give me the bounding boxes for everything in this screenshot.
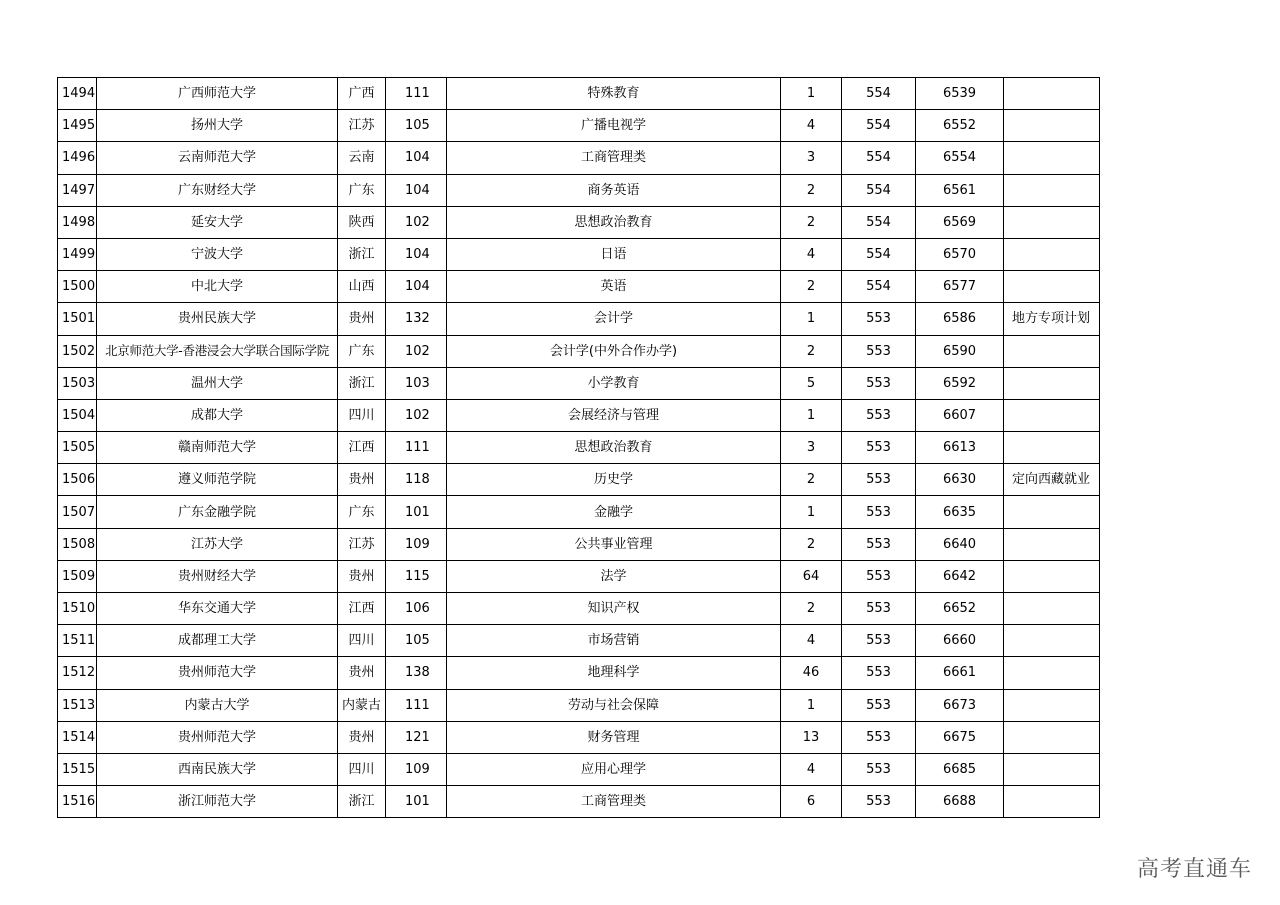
- note-cell: [1004, 142, 1100, 174]
- major-cell: 特殊教育: [447, 78, 781, 110]
- major-code-cell: 111: [386, 78, 447, 110]
- major-cell: 小学教育: [447, 367, 781, 399]
- note-cell: [1004, 625, 1100, 657]
- enroll-count-cell: 1: [781, 496, 842, 528]
- school-cell: 贵州师范大学: [97, 657, 338, 689]
- table-row: [58, 721, 1100, 753]
- min-rank-cell: 6685: [916, 753, 1004, 785]
- min-score-cell: 554: [842, 174, 916, 206]
- province-cell: 广东: [338, 496, 386, 528]
- school-cell: 内蒙古大学: [97, 689, 338, 721]
- enroll-count-cell: 64: [781, 560, 842, 592]
- note-cell: [1004, 335, 1100, 367]
- min-score-cell: 554: [842, 206, 916, 238]
- major-code-cell: 138: [386, 657, 447, 689]
- note-cell: [1004, 496, 1100, 528]
- min-rank-cell: 6607: [916, 399, 1004, 431]
- major-code-cell: 109: [386, 528, 447, 560]
- row-index-cell: 1494: [58, 78, 97, 110]
- note-cell: [1004, 174, 1100, 206]
- province-cell: 江苏: [338, 528, 386, 560]
- school-cell: 贵州师范大学: [97, 721, 338, 753]
- note-cell: [1004, 721, 1100, 753]
- school-cell: 赣南师范大学: [97, 432, 338, 464]
- school-cell: 浙江师范大学: [97, 786, 338, 818]
- enroll-count-cell: 46: [781, 657, 842, 689]
- row-index-cell: 1506: [58, 464, 97, 496]
- min-rank-cell: 6552: [916, 110, 1004, 142]
- table-row: [58, 496, 1100, 528]
- table-row: [58, 399, 1100, 431]
- min-score-cell: 553: [842, 432, 916, 464]
- major-cell: 广播电视学: [447, 110, 781, 142]
- row-index-cell: 1504: [58, 399, 97, 431]
- province-cell: 贵州: [338, 721, 386, 753]
- row-index-cell: 1505: [58, 432, 97, 464]
- row-index-cell: 1513: [58, 689, 97, 721]
- note-cell: [1004, 110, 1100, 142]
- min-rank-cell: 6561: [916, 174, 1004, 206]
- row-index-cell: 1509: [58, 560, 97, 592]
- table-row: [58, 689, 1100, 721]
- row-index-cell: 1498: [58, 206, 97, 238]
- note-cell: [1004, 271, 1100, 303]
- min-score-cell: 553: [842, 721, 916, 753]
- major-cell: 英语: [447, 271, 781, 303]
- min-score-cell: 553: [842, 399, 916, 431]
- table-row: [58, 786, 1100, 818]
- min-score-cell: 554: [842, 238, 916, 270]
- major-cell: 会计学(中外合作办学): [447, 335, 781, 367]
- major-code-cell: 104: [386, 271, 447, 303]
- admission-table: [57, 77, 1100, 818]
- min-rank-cell: 6586: [916, 303, 1004, 335]
- province-cell: 江西: [338, 593, 386, 625]
- major-cell: 公共事业管理: [447, 528, 781, 560]
- min-rank-cell: 6569: [916, 206, 1004, 238]
- school-cell: 贵州财经大学: [97, 560, 338, 592]
- major-code-cell: 106: [386, 593, 447, 625]
- min-rank-cell: 6592: [916, 367, 1004, 399]
- school-cell: 成都理工大学: [97, 625, 338, 657]
- row-index-cell: 1508: [58, 528, 97, 560]
- min-rank-cell: 6630: [916, 464, 1004, 496]
- row-index-cell: 1515: [58, 753, 97, 785]
- note-cell: [1004, 238, 1100, 270]
- major-code-cell: 105: [386, 625, 447, 657]
- min-rank-cell: 6640: [916, 528, 1004, 560]
- table-row: [58, 206, 1100, 238]
- school-cell: 延安大学: [97, 206, 338, 238]
- row-index-cell: 1512: [58, 657, 97, 689]
- min-rank-cell: 6590: [916, 335, 1004, 367]
- school-cell: 广西师范大学: [97, 78, 338, 110]
- province-cell: 贵州: [338, 464, 386, 496]
- note-cell: 定向西藏就业: [1004, 464, 1100, 496]
- row-index-cell: 1503: [58, 367, 97, 399]
- province-cell: 江苏: [338, 110, 386, 142]
- note-cell: [1004, 399, 1100, 431]
- school-cell: 成都大学: [97, 399, 338, 431]
- table-row: [58, 142, 1100, 174]
- major-cell: 会展经济与管理: [447, 399, 781, 431]
- min-score-cell: 553: [842, 560, 916, 592]
- major-cell: 历史学: [447, 464, 781, 496]
- school-cell: 云南师范大学: [97, 142, 338, 174]
- school-cell: 广东金融学院: [97, 496, 338, 528]
- note-cell: [1004, 560, 1100, 592]
- school-cell: 宁波大学: [97, 238, 338, 270]
- enroll-count-cell: 1: [781, 399, 842, 431]
- row-index-cell: 1497: [58, 174, 97, 206]
- row-index-cell: 1502: [58, 335, 97, 367]
- row-index-cell: 1500: [58, 271, 97, 303]
- province-cell: 浙江: [338, 786, 386, 818]
- table-row: [58, 528, 1100, 560]
- enroll-count-cell: 4: [781, 110, 842, 142]
- major-cell: 劳动与社会保障: [447, 689, 781, 721]
- major-code-cell: 118: [386, 464, 447, 496]
- major-code-cell: 101: [386, 496, 447, 528]
- enroll-count-cell: 2: [781, 206, 842, 238]
- row-index-cell: 1510: [58, 593, 97, 625]
- min-rank-cell: 6673: [916, 689, 1004, 721]
- major-code-cell: 102: [386, 399, 447, 431]
- table-row: [58, 593, 1100, 625]
- row-index-cell: 1499: [58, 238, 97, 270]
- school-cell: 贵州民族大学: [97, 303, 338, 335]
- row-index-cell: 1495: [58, 110, 97, 142]
- enroll-count-cell: 2: [781, 271, 842, 303]
- note-cell: [1004, 689, 1100, 721]
- min-score-cell: 553: [842, 496, 916, 528]
- major-cell: 财务管理: [447, 721, 781, 753]
- table-row: [58, 753, 1100, 785]
- enroll-count-cell: 6: [781, 786, 842, 818]
- province-cell: 四川: [338, 625, 386, 657]
- min-score-cell: 553: [842, 689, 916, 721]
- major-code-cell: 104: [386, 174, 447, 206]
- note-cell: [1004, 367, 1100, 399]
- table-row: [58, 238, 1100, 270]
- enroll-count-cell: 1: [781, 689, 842, 721]
- table-row: [58, 78, 1100, 110]
- table-row: [58, 303, 1100, 335]
- min-rank-cell: 6642: [916, 560, 1004, 592]
- row-index-cell: 1496: [58, 142, 97, 174]
- major-cell: 思想政治教育: [447, 432, 781, 464]
- min-score-cell: 553: [842, 786, 916, 818]
- major-cell: 法学: [447, 560, 781, 592]
- school-cell: 西南民族大学: [97, 753, 338, 785]
- province-cell: 广东: [338, 174, 386, 206]
- province-cell: 陕西: [338, 206, 386, 238]
- major-code-cell: 105: [386, 110, 447, 142]
- province-cell: 浙江: [338, 238, 386, 270]
- min-score-cell: 553: [842, 335, 916, 367]
- province-cell: 广西: [338, 78, 386, 110]
- row-index-cell: 1516: [58, 786, 97, 818]
- min-rank-cell: 6688: [916, 786, 1004, 818]
- table-row: [58, 625, 1100, 657]
- min-rank-cell: 6570: [916, 238, 1004, 270]
- note-cell: [1004, 753, 1100, 785]
- enroll-count-cell: 4: [781, 238, 842, 270]
- note-cell: [1004, 528, 1100, 560]
- min-rank-cell: 6554: [916, 142, 1004, 174]
- min-score-cell: 554: [842, 142, 916, 174]
- min-score-cell: 553: [842, 464, 916, 496]
- major-code-cell: 121: [386, 721, 447, 753]
- table-row: [58, 367, 1100, 399]
- major-cell: 工商管理类: [447, 142, 781, 174]
- row-index-cell: 1507: [58, 496, 97, 528]
- table-row: [58, 110, 1100, 142]
- min-rank-cell: 6577: [916, 271, 1004, 303]
- min-rank-cell: 6613: [916, 432, 1004, 464]
- row-index-cell: 1511: [58, 625, 97, 657]
- province-cell: 云南: [338, 142, 386, 174]
- row-index-cell: 1514: [58, 721, 97, 753]
- province-cell: 山西: [338, 271, 386, 303]
- major-code-cell: 101: [386, 786, 447, 818]
- enroll-count-cell: 3: [781, 432, 842, 464]
- min-score-cell: 554: [842, 271, 916, 303]
- enroll-count-cell: 4: [781, 625, 842, 657]
- min-score-cell: 554: [842, 110, 916, 142]
- enroll-count-cell: 3: [781, 142, 842, 174]
- province-cell: 四川: [338, 753, 386, 785]
- major-code-cell: 102: [386, 335, 447, 367]
- major-code-cell: 103: [386, 367, 447, 399]
- min-rank-cell: 6675: [916, 721, 1004, 753]
- major-code-cell: 109: [386, 753, 447, 785]
- min-score-cell: 554: [842, 78, 916, 110]
- province-cell: 广东: [338, 335, 386, 367]
- table-row: [58, 560, 1100, 592]
- major-code-cell: 111: [386, 432, 447, 464]
- school-cell: 扬州大学: [97, 110, 338, 142]
- enroll-count-cell: 2: [781, 464, 842, 496]
- table-row: [58, 432, 1100, 464]
- province-cell: 贵州: [338, 303, 386, 335]
- major-code-cell: 111: [386, 689, 447, 721]
- enroll-count-cell: 4: [781, 753, 842, 785]
- enroll-count-cell: 2: [781, 593, 842, 625]
- major-cell: 日语: [447, 238, 781, 270]
- table-body: [58, 78, 1100, 818]
- major-cell: 会计学: [447, 303, 781, 335]
- note-cell: [1004, 593, 1100, 625]
- min-rank-cell: 6635: [916, 496, 1004, 528]
- min-score-cell: 553: [842, 657, 916, 689]
- enroll-count-cell: 13: [781, 721, 842, 753]
- row-index-cell: 1501: [58, 303, 97, 335]
- major-code-cell: 132: [386, 303, 447, 335]
- note-cell: [1004, 206, 1100, 238]
- province-cell: 内蒙古: [338, 689, 386, 721]
- min-score-cell: 553: [842, 753, 916, 785]
- table-row: [58, 335, 1100, 367]
- major-cell: 思想政治教育: [447, 206, 781, 238]
- school-cell: 华东交通大学: [97, 593, 338, 625]
- min-rank-cell: 6661: [916, 657, 1004, 689]
- major-cell: 金融学: [447, 496, 781, 528]
- major-code-cell: 104: [386, 142, 447, 174]
- school-cell: 温州大学: [97, 367, 338, 399]
- major-code-cell: 102: [386, 206, 447, 238]
- province-cell: 江西: [338, 432, 386, 464]
- school-cell: 江苏大学: [97, 528, 338, 560]
- major-code-cell: 104: [386, 238, 447, 270]
- enroll-count-cell: 2: [781, 174, 842, 206]
- enroll-count-cell: 5: [781, 367, 842, 399]
- min-score-cell: 553: [842, 367, 916, 399]
- major-cell: 市场营销: [447, 625, 781, 657]
- province-cell: 贵州: [338, 657, 386, 689]
- note-cell: [1004, 786, 1100, 818]
- min-rank-cell: 6652: [916, 593, 1004, 625]
- enroll-count-cell: 1: [781, 303, 842, 335]
- note-cell: [1004, 432, 1100, 464]
- min-rank-cell: 6539: [916, 78, 1004, 110]
- min-score-cell: 553: [842, 303, 916, 335]
- min-rank-cell: 6660: [916, 625, 1004, 657]
- watermark: 高考直通车: [1136, 857, 1252, 882]
- note-cell: 地方专项计划: [1004, 303, 1100, 335]
- table-row: [58, 174, 1100, 206]
- enroll-count-cell: 1: [781, 78, 842, 110]
- major-cell: 知识产权: [447, 593, 781, 625]
- province-cell: 四川: [338, 399, 386, 431]
- school-cell: 北京师范大学-香港浸会大学联合国际学院: [97, 335, 338, 367]
- major-code-cell: 115: [386, 560, 447, 592]
- min-score-cell: 553: [842, 625, 916, 657]
- major-cell: 应用心理学: [447, 753, 781, 785]
- table-row: [58, 657, 1100, 689]
- province-cell: 浙江: [338, 367, 386, 399]
- table-row: [58, 464, 1100, 496]
- enroll-count-cell: 2: [781, 335, 842, 367]
- major-cell: 工商管理类: [447, 786, 781, 818]
- major-cell: 商务英语: [447, 174, 781, 206]
- note-cell: [1004, 657, 1100, 689]
- table-row: [58, 271, 1100, 303]
- note-cell: [1004, 78, 1100, 110]
- min-score-cell: 553: [842, 528, 916, 560]
- school-cell: 遵义师范学院: [97, 464, 338, 496]
- major-cell: 地理科学: [447, 657, 781, 689]
- school-cell: 中北大学: [97, 271, 338, 303]
- province-cell: 贵州: [338, 560, 386, 592]
- min-score-cell: 553: [842, 593, 916, 625]
- school-cell: 广东财经大学: [97, 174, 338, 206]
- enroll-count-cell: 2: [781, 528, 842, 560]
